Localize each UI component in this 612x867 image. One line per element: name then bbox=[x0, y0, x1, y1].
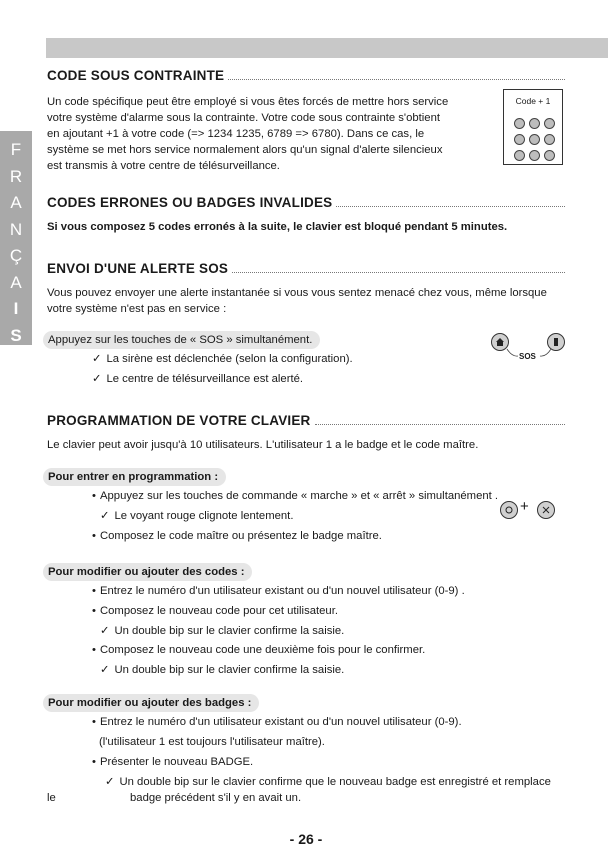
heading-text: PROGRAMMATION DE VOTRE CLAVIER bbox=[47, 413, 311, 428]
heading-text: ENVOI D'UNE ALERTE SOS bbox=[47, 261, 229, 276]
keypad-key bbox=[544, 118, 555, 129]
side-letter: R bbox=[9, 166, 23, 186]
keypad-key bbox=[529, 134, 540, 145]
check-text: Un double bip sur le clavier confirme la saisie. bbox=[114, 664, 345, 676]
bullet-text: Entrez le numéro d'un utilisateur existant ou d'un nouvel utilisateur (0-9). bbox=[99, 716, 462, 728]
paragraph-line: Un code spécifique peut être employé si vous êtes forcés de mettre hors service bbox=[47, 96, 449, 108]
section-heading bbox=[47, 195, 565, 210]
arm-button-icon bbox=[500, 501, 518, 519]
dotted-rule bbox=[232, 272, 565, 273]
heading-text: CODE SOUS CONTRAINTE bbox=[47, 68, 225, 83]
step-pill: Appuyez sur les touches de « SOS » simultanément. bbox=[43, 331, 320, 349]
warning-text: Si vous composez 5 codes erronés à la suite, le clavier est bloqué pendant 5 minutes. bbox=[47, 221, 508, 233]
keypad-key bbox=[514, 150, 525, 161]
keypad-key bbox=[544, 150, 555, 161]
paragraph-line: votre système n'est pas en service : bbox=[47, 303, 227, 315]
side-letter: A bbox=[10, 272, 22, 292]
keypad-key bbox=[544, 134, 555, 145]
bullet-text: Composez le code maître ou présentez le badge maître. bbox=[99, 530, 382, 542]
continuation-text: badge précédent s'il y en avait un. bbox=[130, 792, 302, 804]
keypad-key bbox=[514, 118, 525, 129]
header-bar bbox=[46, 38, 608, 58]
plus-sign: + bbox=[520, 498, 529, 515]
paragraph-line: Vous pouvez envoyer une alerte instantanée si vous vous sentez menacé chez vous, même lorsque bbox=[47, 287, 547, 299]
bullet-text: Composez le nouveau code pour cet utilisateur. bbox=[99, 605, 338, 617]
subheading-pill: Pour modifier ou ajouter des codes : bbox=[43, 563, 252, 581]
side-letter: N bbox=[9, 219, 23, 239]
subheading-pill: Pour entrer en programmation : bbox=[43, 468, 226, 486]
paragraph-line: est transmis à votre centre de télésurveillance. bbox=[47, 160, 280, 172]
check-item bbox=[100, 662, 344, 678]
bullet-item bbox=[92, 714, 462, 730]
section-heading bbox=[47, 261, 565, 276]
dotted-rule bbox=[336, 206, 565, 207]
keypad-key bbox=[529, 150, 540, 161]
continuation-word: le bbox=[47, 792, 56, 804]
dotted-rule bbox=[228, 79, 565, 80]
side-letter: A bbox=[10, 193, 22, 212]
bullet-text: Appuyez sur les touches de commande « marche » et « arrêt » simultanément . bbox=[99, 490, 499, 502]
bullet-item bbox=[92, 754, 253, 770]
check-text: Le centre de télésurveillance est alerté. bbox=[106, 373, 304, 385]
sos-label: SOS bbox=[519, 352, 536, 361]
section-heading bbox=[47, 68, 565, 83]
side-letter: S bbox=[10, 325, 22, 345]
check-item bbox=[92, 371, 303, 387]
check-text: Un double bip sur le clavier confirme la saisie. bbox=[114, 625, 345, 637]
disarm-button-icon bbox=[537, 501, 555, 519]
side-letter: F bbox=[10, 140, 22, 159]
keypad-key bbox=[514, 134, 525, 145]
bullet-item bbox=[92, 528, 382, 544]
heading-text: CODES ERRONES OU BADGES INVALIDES bbox=[47, 195, 333, 210]
check-item bbox=[100, 623, 344, 639]
paragraph-line: votre système d'alarme sous la contrainte. Votre code sous contrainte s'obtient bbox=[47, 112, 441, 124]
page-number: - 26 - bbox=[289, 831, 323, 847]
note-text: (l'utilisateur 1 est toujours l'utilisateur maître). bbox=[99, 736, 325, 748]
keypad-grid bbox=[514, 118, 554, 161]
bullet-text: Composez le nouveau code une deuxième fois pour le confirmer. bbox=[99, 644, 426, 656]
check-item bbox=[100, 508, 293, 524]
paragraph-line: système se met hors service normalement alors qu'un signal d'alerte silencieux bbox=[47, 144, 443, 156]
bullet-item bbox=[92, 488, 498, 504]
bullet-text: Présenter le nouveau BADGE. bbox=[99, 756, 254, 768]
keypad-illustration bbox=[503, 89, 563, 165]
check-text: La sirène est déclenchée (selon la configuration). bbox=[106, 353, 353, 365]
check-item bbox=[105, 774, 551, 790]
bullet-item bbox=[92, 642, 425, 658]
bullet-item bbox=[92, 603, 338, 619]
section-heading bbox=[47, 413, 565, 428]
check-text: Le voyant rouge clignote lentement. bbox=[114, 510, 294, 522]
dotted-rule bbox=[315, 424, 565, 425]
side-letter: Ç bbox=[9, 246, 23, 265]
bullet-text: Entrez le numéro d'un utilisateur existant ou d'un nouvel utilisateur (0-9) . bbox=[99, 585, 465, 597]
subheading-pill: Pour modifier ou ajouter des badges : bbox=[43, 694, 259, 712]
side-letter: I bbox=[13, 299, 19, 318]
keypad-key bbox=[529, 118, 540, 129]
paragraph-line: en ajoutant +1 à votre code (=> 1234 1235, 6789 => 6780). Dans ce cas, le bbox=[47, 128, 425, 140]
check-text: Un double bip sur le clavier confirme que le nouveau badge est enregistré et remplace bbox=[119, 776, 551, 788]
language-side-tab bbox=[0, 131, 32, 345]
check-item bbox=[92, 351, 353, 367]
keypad-label: Code + 1 bbox=[515, 96, 551, 106]
bullet-item bbox=[92, 583, 465, 599]
paragraph-line: Le clavier peut avoir jusqu'à 10 utilisateurs. L'utilisateur 1 a le badge et le code maître. bbox=[47, 439, 479, 451]
